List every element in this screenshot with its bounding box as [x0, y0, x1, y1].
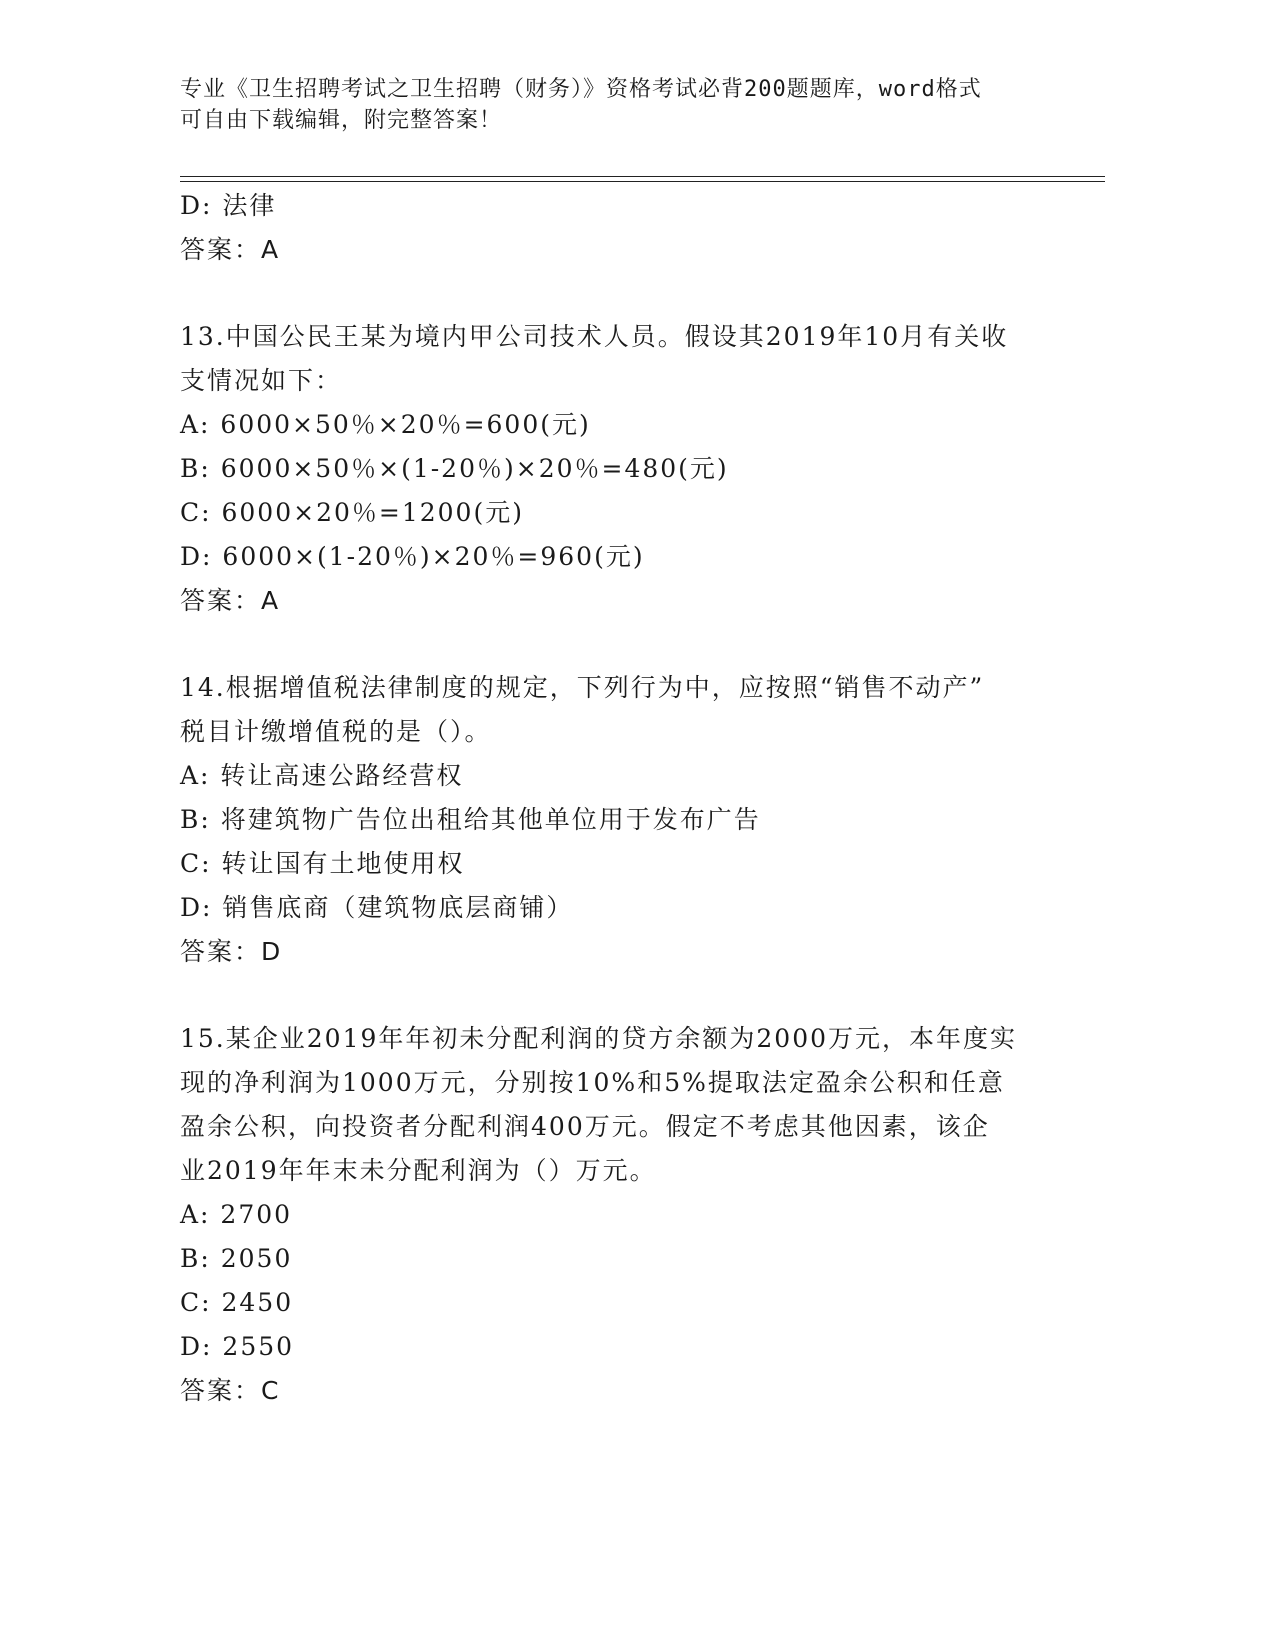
option-b: B: 2050 [180, 1244, 293, 1273]
header-divider [180, 176, 1105, 182]
question-text-line: 业2019年年末未分配利润为（）万元。 [180, 1156, 657, 1185]
question-text-line: 15.某企业2019年年初未分配利润的贷方余额为2000万元，本年度实 [180, 1024, 1018, 1053]
spacer [180, 272, 1040, 315]
question-15 [180, 1017, 1040, 1413]
option-d: D: 法律 [180, 191, 277, 220]
question-text-line: 13.中国公民王某为境内甲公司技术人员。假设其2019年10月有关收 [180, 322, 1009, 351]
question-text-line: 税目计缴增值税的是（）。 [180, 717, 492, 746]
question-text-line: 现的净利润为1000万元，分别按10%和5%提取法定盈余公积和任意 [180, 1068, 1005, 1097]
option-a: A: 2700 [180, 1200, 293, 1229]
option-a: A: 6000×50％×20％=600(元) [180, 410, 591, 439]
document-header [180, 74, 1040, 136]
option-c: C: 转让国有土地使用权 [180, 849, 465, 878]
question-12-tail [180, 184, 1040, 272]
option-b: B: 将建筑物广告位出租给其他单位用于发布广告 [180, 805, 761, 834]
spacer [180, 974, 1040, 1017]
document-body [180, 184, 1040, 1413]
header-line-1: 专业《卫生招聘考试之卫生招聘（财务）》资格考试必背200题题库，word格式 [180, 77, 982, 102]
spacer [180, 623, 1040, 666]
answer: 答案：A [180, 235, 281, 264]
header-line-2: 可自由下载编辑，附完整答案！ [180, 108, 503, 133]
answer: 答案：D [180, 937, 283, 966]
question-text-line: 14.根据增值税法律制度的规定，下列行为中，应按照“销售不动产” [180, 673, 985, 702]
answer: 答案：A [180, 586, 281, 615]
question-text-line: 盈余公积，向投资者分配利润400万元。假定不考虑其他因素，该企 [180, 1112, 990, 1141]
option-a: A: 转让高速公路经营权 [180, 761, 464, 790]
option-c: C: 2450 [180, 1288, 294, 1317]
question-14 [180, 666, 1040, 974]
question-13 [180, 315, 1040, 623]
option-b: B: 6000×50％×(1-20％)×20％=480(元) [180, 454, 729, 483]
option-c: C: 6000×20％=1200(元) [180, 498, 524, 527]
option-d: D: 销售底商（建筑物底层商铺） [180, 893, 574, 922]
question-text-line: 支情况如下： [180, 366, 343, 395]
option-d: D: 6000×(1-20％)×20％=960(元) [180, 542, 645, 571]
option-d: D: 2550 [180, 1332, 295, 1361]
answer: 答案：C [180, 1376, 281, 1405]
